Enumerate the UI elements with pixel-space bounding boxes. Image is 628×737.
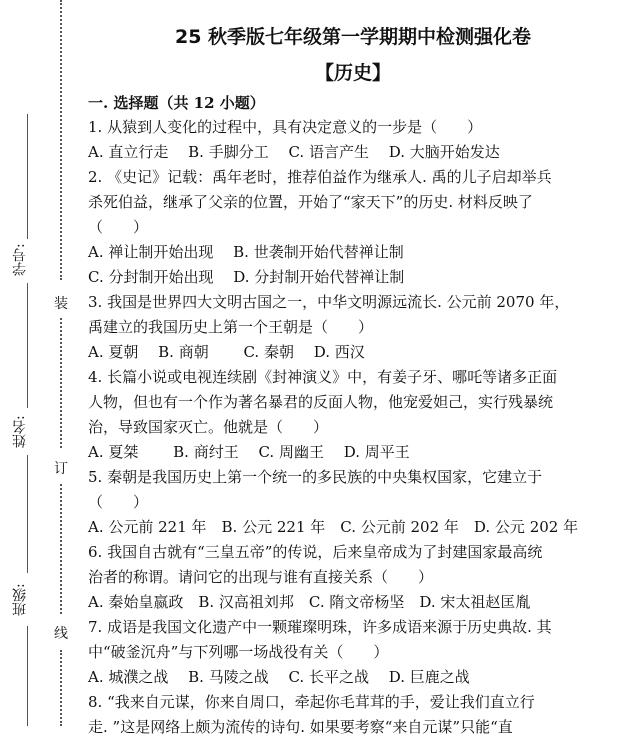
dotted-line — [60, 484, 62, 614]
question-line: 人物，但也有一个作为著名暴君的反面人物，他宠爱妲己，实行残暴统 — [88, 393, 554, 411]
binding-margin — [0, 0, 80, 726]
question-line: 禹建立的我国历史上第一个王朝是（ ） — [88, 318, 374, 336]
question-line: 3. 我国是世界四大文明古国之一，中华文明源远流长. 公元前 2070 年， — [88, 293, 570, 311]
section-heading: 一. 选择题（共 12 小题） — [88, 94, 265, 112]
option-line: A. 秦始皇嬴政 B. 汉高祖刘邦 C. 隋文帝杨坚 D. 宋太祖赵匡胤 — [88, 593, 531, 611]
binding-char-zhuang: 装 — [54, 296, 68, 312]
dotted-line — [60, 0, 62, 280]
dotted-line — [60, 318, 62, 448]
student-id-label: 学号: — [12, 243, 28, 277]
subject-title: 【历史】 — [314, 62, 391, 84]
question-line: 治，导致国家灭亡。他就是（ ） — [88, 418, 329, 436]
question-line: 杀死伯益，继承了父亲的位置，开始了“家天下”的历史. 材料反映了 — [88, 193, 533, 211]
option-line: A. 公元前 221 年 B. 公元 221 年 C. 公元前 202 年 D. 公元 202 年 — [88, 518, 579, 536]
binding-char-xian: 线 — [54, 626, 68, 642]
margin-line — [27, 283, 28, 408]
margin-line — [27, 114, 28, 239]
class-label: 班级: — [12, 583, 28, 617]
margin-line — [27, 626, 28, 726]
question-line: 1. 从猿到人变化的过程中，具有决定意义的一步是（ ） — [88, 118, 483, 136]
binding-char-ding: 订 — [54, 461, 68, 477]
option-line: A. 夏桀 B. 商纣王 C. 周幽王 D. 周平王 — [88, 443, 410, 461]
question-line: 中“破釜沉舟”与下列哪一场战役有关（ ） — [88, 643, 389, 661]
dotted-line — [60, 650, 62, 726]
question-line: 8. “我来自元谋，你来自周口，牵起你毛茸茸的手，爱让我们直立行 — [88, 693, 535, 711]
name-label: 姓名: — [12, 415, 28, 449]
question-line: 治者的称谓。请问它的出现与谁有直接关系（ ） — [88, 568, 434, 586]
option-line: A. 夏朝 B. 商朝 C. 秦朝 D. 西汉 — [88, 343, 365, 361]
option-line: A. 直立行走 B. 手脚分工 C. 语言产生 D. 大脑开始发达 — [88, 143, 500, 161]
option-line: A. 城濮之战 B. 马陵之战 C. 长平之战 D. 巨鹿之战 — [88, 668, 470, 686]
option-line: C. 分封制开始出现 D. 分封制开始代替禅让制 — [88, 268, 405, 286]
question-line: 2. 《史记》记载：禹年老时，推荐伯益作为继承人. 禹的儿子启却举兵 — [88, 168, 552, 186]
question-line: 走. ”这是网络上颇为流传的诗句. 如果要考察“来自元谋”只能“直 — [88, 718, 513, 736]
question-line: （ ） — [88, 218, 149, 236]
exam-title: 25 秋季版七年级第一学期期中检测强化卷 — [174, 26, 532, 48]
question-line: 4. 长篇小说或电视连续剧《封神演义》中，有姜子牙、哪吒等诸多正面 — [88, 368, 558, 386]
question-line: 5. 秦朝是我国历史上第一个统一的多民族的中央集权国家，它建立于 — [88, 468, 543, 486]
question-line: （ ） — [88, 493, 149, 511]
question-line: 6. 我国自古就有“三皇五帝”的传说，后来皇帝成为了封建国家最高统 — [88, 543, 543, 561]
option-line: A. 禅让制开始出现 B. 世袭制开始代替禅让制 — [88, 243, 404, 261]
margin-line — [27, 455, 28, 573]
question-line: 7. 成语是我国文化遗产中一颗璀璨明珠，许多成语来源于历史典故. 其 — [88, 618, 552, 636]
